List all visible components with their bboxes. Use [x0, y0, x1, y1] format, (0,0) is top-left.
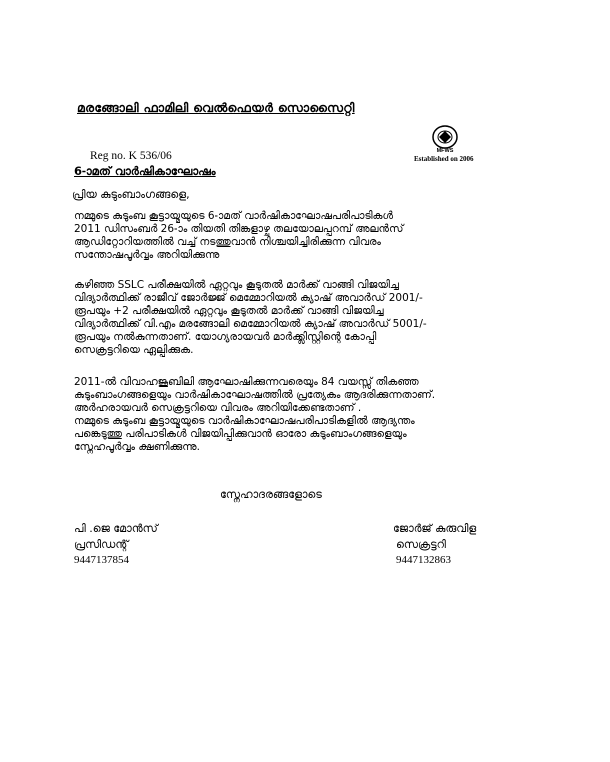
president-title: പ്രസിഡന്റ് [74, 538, 129, 551]
paragraph-line: സെക്രട്ടറിയെ ഏല്പിക്കുക. [74, 344, 194, 356]
event-subtitle: 6-ാമത് വാർഷികാഘോഷം [74, 164, 216, 178]
paragraph-line: കുടുംബാംഗങ്ങളെയും വാർഷികാഘോഷത്തിൽ പ്രത്യേകം ആദരിക്കുന്നതാണ്. [74, 389, 436, 401]
secretary-phone: 9447132863 [396, 554, 451, 566]
greeting: പ്രിയ കുടുംബാംഗങ്ങളെ, [72, 188, 190, 201]
paragraph-line: വിദ്യാർത്ഥിക്ക് വി.എം മരങ്ങോലി മെമ്മോറിയൽ ക്യാഷ് അവാർഡ് 5001/- [74, 318, 427, 330]
paragraph-announcement [74, 210, 403, 262]
society-logo [428, 124, 462, 154]
paragraph-line: സ്നേഹപൂർവ്വം ക്ഷണിക്കുന്നു. [74, 441, 200, 453]
paragraph-invitation [74, 376, 435, 454]
president-phone: 9447137854 [74, 554, 129, 566]
registration-number: Reg no. K 536/06 [90, 150, 172, 162]
paragraph-line: അർഹരായവർ സെക്രട്ടറിയെ വിവരം അറിയിക്കേണ്ടതാണ് . [74, 402, 362, 414]
closing-salutation: സ്നേഹാദരങ്ങളോടെ [220, 488, 322, 501]
paragraph-line: സന്തോഷപൂർവ്വം അറിയിക്കുന്നു [74, 249, 220, 261]
organization-name: മരങ്ങോലി ഫാമിലി വെൽഫെയർ സൊസൈറ്റി [77, 100, 355, 115]
paragraph-line: രൂപയും നൽകുന്നതാണ്. യോഗ്യരായവർ മാർക്ക്ലിസ്റ്റിന്റെ കോപ്പി [74, 331, 377, 343]
president-name: പി .ജെ മോൻസ് [74, 522, 158, 535]
paragraph-line: പങ്കെടുത്തു പരിപാടികൾ വിജയിപ്പിക്കുവാൻ ഓരോ കുടുംബാംഗങ്ങളെയും [74, 428, 407, 440]
paragraph-line: ആഡിറ്റോറിയത്തിൽ വച്ച് നടത്തുവാൻ നിശ്ചയിച്ചിരിക്കുന്ന വിവരം [74, 236, 381, 248]
logo-text: MFWS [436, 148, 454, 154]
established-note: Established on 2006 [414, 155, 474, 163]
secretary-title: സെക്രട്ടറി [396, 538, 446, 551]
paragraph-line: 2011-ൽ വിവാഹജൂബിലി ആഘോഷിക്കുന്നവരെയും 84 വയസ്സ് തികഞ്ഞ [74, 376, 419, 388]
paragraph-line: നമ്മുടെ കുടുംബ കൂട്ടായ്മയുടെ 6-ാമത് വാർഷികാഘോഷപരിപാടികൾ [74, 210, 394, 222]
paragraph-awards [74, 279, 427, 357]
paragraph-line: വിദ്യാർത്ഥിക്ക് രാജീവ് ജോർജ്ജ് മെമ്മോറിയൽ ക്യാഷ് അവാർഡ് 2001/- [74, 292, 423, 304]
secretary-name: ജോർജ് കുരുവിള [393, 522, 477, 535]
paragraph-line: നമ്മുടെ കുടുംബ കൂട്ടായ്മയുടെ വാർഷികാഘോഷപരിപാടികളിൽ ആദ്യന്തം [74, 415, 415, 427]
paragraph-line: 2011 ഡിസംബർ 26-ാം തിയതി തിങ്കളാഴ്ച തലയോലപ്പറമ്പ് അലൻസ് [74, 223, 404, 235]
paragraph-line: രൂപയും +2 പരീക്ഷയിൽ ഏറ്റവും കൂടുതൽ മാർക്ക് വാങ്ങി വിജയിച്ച [74, 305, 384, 317]
paragraph-line: കഴിഞ്ഞ SSLC പരീക്ഷയിൽ ഏറ്റവും കൂടുതൽ മാർക്ക് വാങ്ങി വിജയിച്ച [74, 279, 399, 291]
